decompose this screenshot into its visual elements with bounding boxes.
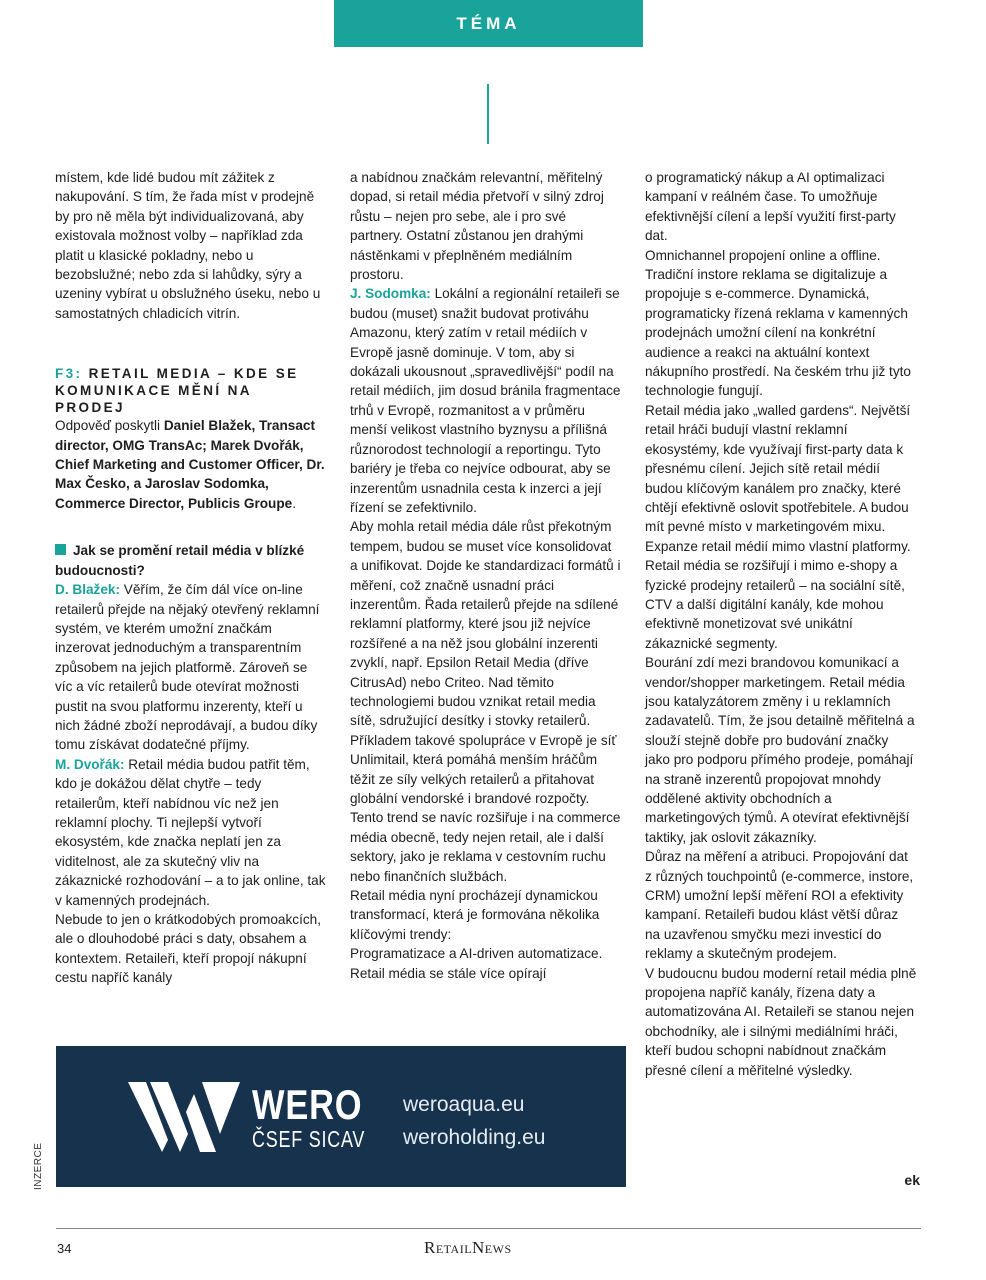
advert-urls <box>403 1088 545 1154</box>
paragraph: Aby mohla retail média dále růst překotným tempem, budou se muset více konsolidovat a unifikovat. Dojde ke standardizaci formátů i měření, což značně usnadní práci inzerentům. Řada retailerů přejde na sdílené reklamní platformy, které jsou již nejvíce rozšířené a na něž jsou globální inzerenti zvyklí, např. Epsilon Retail Media (dříve CitrusAd) nebo Criteo. Nad těmito technologiemi budou vznikat retail media sítě, sdružující desítky i stovky retailerů. Příkladem takové spolupráce v Evropě je síť Unlimitail, která pomáhá menším hráčům těžit ze síly velkých retailerů a přitahovat globální vendorské i brandové rozpočty. Tento trend se navíc rozšiřuje i na commerce média obecně, tedy nejen retail, ale i další sektory, jako je reklama v cestovním ruchu nebo finančních službách. <box>350 519 621 884</box>
square-bullet-icon <box>55 544 66 555</box>
section-heading <box>55 365 327 416</box>
brand-name: WERO <box>252 1081 363 1128</box>
magazine-name: RetailNews <box>424 1238 512 1257</box>
advert-brand <box>252 1081 397 1152</box>
column-3 <box>645 168 917 1080</box>
answer-credits <box>55 416 327 513</box>
answer-text: Věřím, že čím dál více on-line retailerů přejde na nějaký otevřený reklamní systém, ve kterém umožní značkám inzerovat jednoduchým a transparentním způsobem na jejich platformě. Zároveň se víc a víc retailerů bude otevírat možnosti pustit na svou platformu inzerenty, kteří u nich žádné zboží neprodávají, a budou díky tomu získávat dodatečné příjmy. <box>55 582 320 753</box>
advertisement-banner[interactable] <box>56 1046 626 1187</box>
paragraph: místem, kde lidé budou mít zážitek z nakupování. S tím, že řada míst v prodejně by pro ně měla být individualizovaná, aby existovala možnost volby – například zda platit u klasické pokladny, nebo u bezobslužné; nebo zda si lahůdky, sýry a uzeniny vybírat u obslužného úseku, nebo u samostatných chladicích vitrín. <box>55 170 321 321</box>
magazine-logo <box>424 1238 512 1258</box>
speaker-name: D. Blažek: <box>55 582 120 598</box>
paragraph: Retail média nyní procházejí dynamickou transformací, která je formována několika klíčovými trendy: <box>350 888 600 942</box>
brand-subtitle: ČSEF SICAV <box>252 1126 366 1152</box>
question <box>55 541 327 580</box>
answer <box>55 755 327 910</box>
paragraph: Bourání zdí mezi brandovou komunikací a vendor/shopper marketingem. Retail média jsou katalyzátorem změny i u reklamních zadavatelů. Tím, že jsou detailně měřitelná a slouží stejně dobře pro budování značky jako pro podporu přímého prodeje, pomáhají na straně inzerentů propojovat mnohdy oddělené aktivity obchodních a marketingových týmů. A otevírat efektivnější taktiky, jak oslovit zákazníky. <box>645 655 915 845</box>
paragraph: Důraz na měření a atribuci. Propojování dat z různých touchpointů (e-commerce, instore, CRM) umožní lepší měření ROI a efektivity kampaní. Retaileři budou klást větší důraz na uzavřenou smyčku mezi investicí do reklamy a skutečným prodejem. <box>645 849 914 962</box>
credits-names: Daniel Blažek, Transact director, OMG TransAc; Marek Dvořák, Chief Marketing and Customer Officer, Dr. Max Česko, a Jaroslav Sodomka, Commerce Director, Publicis Groupe <box>55 418 325 511</box>
credits-end: . <box>292 495 296 511</box>
heading-number: F3: <box>55 366 83 382</box>
paragraph: Nebude to jen o krátkodobých promoakcích, ale o dlouhodobé práci s daty, obsahem a kontextem. Retaileři, kteří propojí nákupní cestu napříč kanály <box>55 912 321 986</box>
paragraph: Expanze retail médií mimo vlastní platformy. Retail média se rozšiřují i mimo e-shopy a fyzické prodejny retailerů – na sociální sítě, CTV a další digitální kanály, kde mohou efektivně monetizovat své unikátní zákaznické segmenty. <box>645 538 911 651</box>
paragraph: a nabídnou značkám relevantní, měřitelný dopad, si retail média přetvoří v silný zdroj růstu – nejen pro sebe, ale i pro své partnery. Ostatní zůstanou jen drahými nástěnkami v přeplněném mediálním prostoru. <box>350 170 604 283</box>
paragraph: o programatický nákup a AI optimalizaci kampaní v reálném čase. To umožňuje efektivnější cílení a lepší využití first-party dat. <box>645 170 896 244</box>
advert-url-link[interactable]: weroholding.eu <box>403 1126 546 1149</box>
advert-label: INZERCE <box>33 1142 44 1190</box>
credits-intro: Odpověď poskytli <box>55 418 161 434</box>
column-1 <box>55 168 327 988</box>
section-label: TÉMA <box>334 0 643 47</box>
footer-divider <box>56 1228 921 1229</box>
heading-text: RETAIL MEDIA – KDE SE KOMUNIKACE MĚNÍ NA PRODEJ <box>55 366 299 416</box>
answer-text: Retail média budou patřit těm, kdo je dokážou dělat chytře – tedy retailerům, kteří nabídnou víc než jen reklamní plochy. Ti nejlepší vytvoří ekosystém, kde značka neplatí jen za viditelnost, ale za skutečný vliv na zákaznické rozhodování – a to jak online, tak v kamenných prodejnách. <box>55 756 326 908</box>
divider-line <box>487 84 489 144</box>
speaker-name: J. Sodomka: <box>350 286 431 302</box>
question-text: Jak se promění retail média v blízké budoucnosti? <box>55 543 305 578</box>
answer <box>55 580 327 755</box>
wero-logo-icon <box>128 1082 240 1152</box>
paragraph: V budoucnu budou moderní retail média plně propojena napříč kanály, řízena daty a automatizována AI. Retaileři se stanou nejen obchodníky, ale i silnými mediálními hráči, kteří budou schopni nabídnout značkám přesné cílení a měřitelné výsledky. <box>645 965 917 1078</box>
paragraph: Programatizace a AI-driven automatizace. Retail média se stále více opírají <box>350 946 603 981</box>
author-initials: ek <box>904 1172 920 1188</box>
page-number: 34 <box>57 1241 72 1256</box>
column-2 <box>350 168 622 983</box>
paragraph: Omnichannel propojení online a offline. Tradiční instore reklama se digitalizuje a propojuje s e-commerce. Dynamická, programaticky řízená reklama v kamenných prodejnách umožní cílení na konkrétní audience a reakci na aktuální kontext nákupního prostředí. Na českém trhu již tyto technologie fungují. <box>645 247 911 399</box>
answer-text: Lokální a regionální retaileři se budou (muset) snažit budovat protiváhu Amazonu, který zatím v retail médiích v Evropě jasně dominuje. V tom, aby si dokázali ukousnout „spravedlivější“ podíl na retail médiích, jim dosud bránila fragmentace trhů v Evropě, rozmanitost a v průměru menší velikost vlastního byznysu a přílišná různorodost technologií a reportingu. Tyto bariéry je třeba co nejvíce odbourat, aby se inzerentům usnadnila cesta k inzerci a její řízení se zefektivnilo. <box>350 286 621 515</box>
answer <box>350 284 622 517</box>
advert-url-link[interactable]: weroaqua.eu <box>403 1093 525 1116</box>
speaker-name: M. Dvořák: <box>55 756 125 772</box>
paragraph: Retail média jako „walled gardens“. Největší retail hráči budují vlastní reklamní ekosystémy, kde využívají first-party data k přesnému cílení. Jejich sítě retail médií budou klíčovým kanálem pro značky, které chtějí efektivně oslovit spotřebitele. A budou mít pevné místo v marketingovém mixu. <box>645 402 911 535</box>
